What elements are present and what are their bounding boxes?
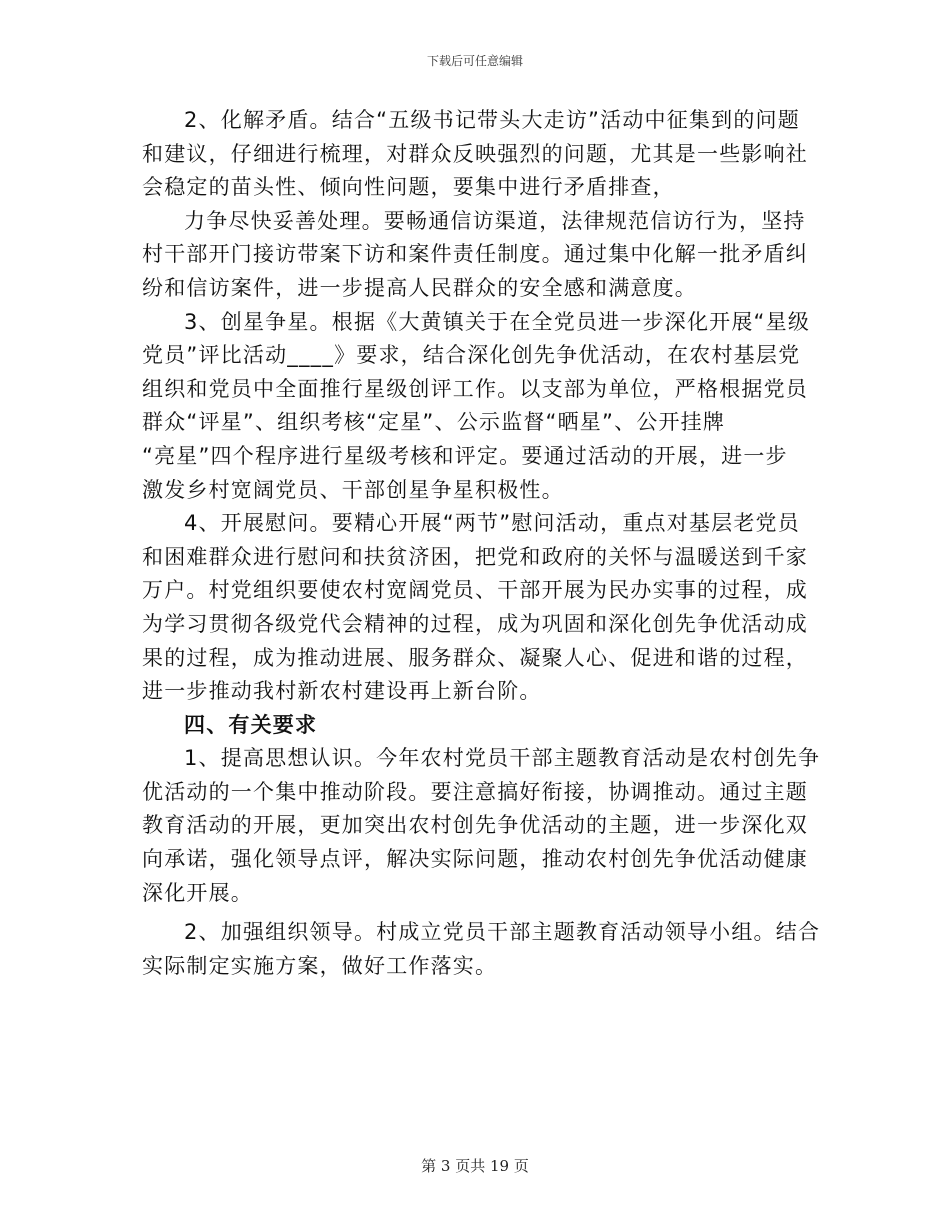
paragraph (142, 306, 811, 508)
paragraph (142, 742, 821, 910)
text-line: “亮星”四个程序进行星级考核和评定。要通过活动的开展，进一步 (142, 443, 788, 468)
text-line: 和困难群众进行慰问和扶贫济困，把党和政府的关怀与温暖送到千家 (142, 544, 808, 569)
section-heading (142, 709, 807, 743)
text-line: 教育活动的开展，更加突出农村创先争优活动的主题，进一步深化双 (142, 813, 808, 838)
text-line: 为学习贯彻各级党代会精神的过程，成为巩固和深化创先争优活动成 (142, 611, 808, 636)
text-line: 3、创星争星。根据《大黄镇关于在全党员进一步深化开展“星级 (184, 309, 811, 334)
text-line: 实际制定实施方案，做好工作落实。 (142, 953, 498, 978)
page-header: 下载后可任意编辑 (426, 54, 523, 68)
text-line: 优活动的一个集中推动阶段。要注意搞好衔接，协调推动。通过主题 (142, 779, 808, 804)
text-line: 向承诺，强化领导点评，解决实际问题，推动农村创先争优活动健康 (142, 847, 808, 872)
text-line: 2、加强组织领导。村成立党员干部主题教育活动领导小组。结合 (184, 920, 821, 945)
document-body (142, 104, 821, 983)
text-line: 激发乡村宽阔党员、干部创星争星积极性。 (142, 477, 564, 502)
text-line: 2、化解矛盾。结合“五级书记带头大走访”活动中征集到的问题 (184, 108, 800, 132)
paragraph (142, 916, 821, 983)
paragraph (142, 104, 807, 205)
section-title: 四、有关要求 (184, 712, 318, 737)
text-line: 力争尽快妥善处理。要畅通信访渠道，法律规范信访行为，坚持 (184, 208, 806, 233)
text-line: 深化开展。 (142, 880, 253, 905)
text-line: 进一步推动我村新农村建设再上新台阶。 (142, 679, 542, 704)
page-footer: 第 3 页共 19 页 (421, 1157, 529, 1175)
text-line: 4、开展慰问。要精心开展“两节”慰问活动，重点对基层老党员 (184, 511, 800, 536)
paragraph (142, 507, 807, 709)
text-line: 纷和信访案件，进一步提高人民群众的安全感和满意度。 (142, 275, 697, 300)
text-line: 果的过程，成为推动进展、服务群众、凝聚人心、促进和谐的过程， (142, 645, 808, 670)
text-line: 组织和党员中全面推行星级创评工作。以支部为单位，严格根据党员 (142, 376, 808, 401)
paragraph (142, 205, 807, 306)
text-line: 和建议，仔细进行梳理，对群众反映强烈的问题，尤其是一些影响社 (142, 141, 808, 166)
text-line: 万户。村党组织要使农村宽阔党员、干部开展为民办实事的过程，成 (142, 578, 808, 603)
text-line: 1、提高思想认识。今年农村党员干部主题教育活动是农村创先争 (184, 746, 821, 771)
text-line: 群众“评星”、组织考核“定星”、公示监督“晒星”、公开挂牌 (142, 410, 726, 435)
text-line: 村干部开门接访带案下访和案件责任制度。通过集中化解一批矛盾纠 (142, 242, 808, 267)
text-line: 党员”评比活动____》要求，结合深化创先争优活动，在农村基层党 (142, 343, 801, 368)
text-line: 会稳定的苗头性、倾向性问题，要集中进行矛盾排查， (142, 175, 675, 200)
